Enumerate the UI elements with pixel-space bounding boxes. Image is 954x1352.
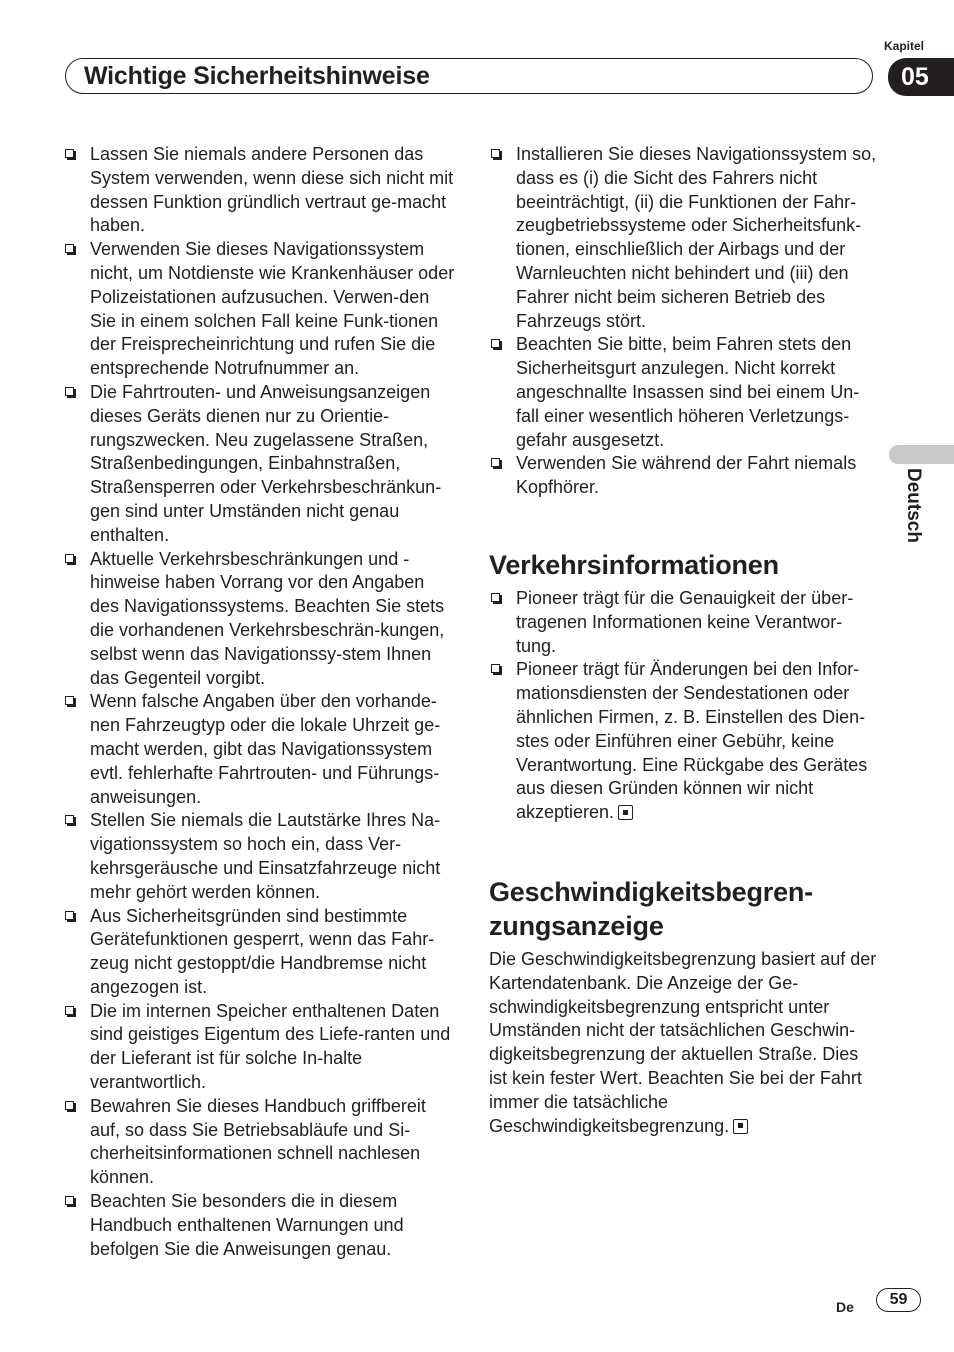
safety-list-continued [489,143,881,500]
kapitel-label: Kapitel [884,39,925,53]
list-item: Pioneer trägt für Änderungen bei den Infor-mationsdiensten der Sendestationen oder ähnlichen Firmen, z. B. Einstellen des Dien-stes oder Einführen einer Gebühr, keine Verantwortung. Eine Rückgabe des Gerätes aus diesen Gründen können wir nicht akzeptieren. [489,658,881,825]
checkbox-bullet-icon [491,593,500,602]
right-column [489,143,881,1138]
list-item: Stellen Sie niemals die Lautstärke Ihres Na-vigationssystem so hoch ein, dass Ver-kehrsgeräusche und Einsatzfahrzeuge nicht mehr gehört werden können. [63,809,455,904]
language-label: Deutsch [903,468,924,543]
checkbox-bullet-icon [65,1196,74,1205]
checkbox-bullet-icon [65,387,74,396]
safety-list [63,143,455,1261]
page-number: 59 [876,1288,921,1312]
checkbox-bullet-icon [65,815,74,824]
checkbox-bullet-icon [65,244,74,253]
list-item: Aus Sicherheitsgründen sind bestimmte Gerätefunktionen gesperrt, wenn das Fahr-zeug nicht gestoppt/die Handbremse nicht angezogen ist. [63,905,455,1000]
list-item: Beachten Sie bitte, beim Fahren stets den Sicherheitsgurt anzulegen. Nicht korrekt angeschnallte Insassen sind bei einem Un-fall einer wesentlich höheren Verletzungs-gefahr ausgesetzt. [489,333,881,452]
chapter-title: Wichtige Sicherheitshinweise [84,62,430,90]
footer-language-code: De [836,1299,854,1315]
list-item: Beachten Sie besonders die in diesem Handbuch enthaltenen Warnungen und befolgen Sie die Anweisungen genau. [63,1190,455,1261]
section-end-icon [733,1119,748,1134]
list-item: Bewahren Sie dieses Handbuch griffbereit auf, so dass Sie Betriebsabläufe und Si-cherheitsinformationen schnell nachlesen können. [63,1095,455,1190]
list-item: Lassen Sie niemals andere Personen das System verwenden, wenn diese sich nicht mit dessen Funktion gründlich vertraut ge-macht haben. [63,143,455,238]
list-item: Aktuelle Verkehrsbeschränkungen und -hinweise haben Vorrang vor den Angaben des Navigationssystems. Beachten Sie stets die vorhandenen Verkehrsbeschrän-kungen, selbst wenn das Navigationssy-stem Ihnen das Gegenteil vorgibt. [63,548,455,691]
list-item: Installieren Sie dieses Navigationssystem so, dass es (i) die Sicht des Fahrers nicht beeinträchtigt, (ii) die Funktionen der Fahr-zeugbetriebssysteme oder Sicherheitsfunk-tionen, einschließlich der Airbags und der Warnleuchten nicht behindert und (iii) den Fahrer nicht beim sicheren Betrieb des Fahrzeugs stört. [489,143,881,333]
chapter-number-badge: 05 [888,58,954,96]
checkbox-bullet-icon [491,149,500,158]
checkbox-bullet-icon [65,149,74,158]
list-item: Die Fahrtrouten- und Anweisungsanzeigen dieses Geräts dienen nur zu Orientie-rungszwecken. Neu zugelassene Straßen, Straßenbedingungen, Einbahnstraßen, Straßensperren oder Verkehrsbeschränkun-gen sind unter Umständen nicht genau enthalten. [63,381,455,548]
traffic-info-heading: Verkehrsinformationen [489,549,779,580]
checkbox-bullet-icon [65,554,74,563]
speed-limit-heading: Geschwindigkeitsbegren-zungsanzeige [489,876,813,941]
list-item: Verwenden Sie dieses Navigationssystem nicht, um Notdienste wie Krankenhäuser oder Polizeistationen aufzusuchen. Verwen-den Sie in einem solchen Fall keine Funk-tionen der Freisprecheinrichtung und rufen Sie die entsprechende Notrufnummer an. [63,238,455,381]
list-item: Wenn falsche Angaben über den vorhande-nen Fahrzeugtyp oder die lokale Uhrzeit ge-macht werden, gibt das Navigationssystem evtl. fehlerhafte Fahrtrouten- und Führungs-anweisungen. [63,690,455,809]
checkbox-bullet-icon [491,664,500,673]
checkbox-bullet-icon [65,696,74,705]
section-end-icon [618,805,633,820]
left-column [63,143,455,1261]
list-item: Die im internen Speicher enthaltenen Daten sind geistiges Eigentum des Liefe-ranten und der Lieferant ist für solche In-halte verantwortlich. [63,1000,455,1095]
traffic-info-list [489,587,881,825]
checkbox-bullet-icon [65,1006,74,1015]
list-item: Verwenden Sie während der Fahrt niemals Kopfhörer. [489,452,881,500]
checkbox-bullet-icon [65,911,74,920]
language-tab [889,445,954,464]
checkbox-bullet-icon [491,339,500,348]
checkbox-bullet-icon [491,458,500,467]
list-item: Pioneer trägt für die Genauigkeit der über-tragenen Informationen keine Verantwor-tung. [489,587,881,658]
speed-limit-paragraph: Die Geschwindigkeitsbegrenzung basiert auf der Kartendatenbank. Die Anzeige der Ge-schwindigkeitsbegrenzung entspricht unter Umständen nicht der tatsächlichen Geschwin-digkeitsbegrenzung der aktuellen Straße. Dies ist kein fester Wert. Beachten Sie bei der Fahrt immer die tatsächliche Geschwindigkeitsbegrenzung. [489,948,877,1136]
checkbox-bullet-icon [65,1101,74,1110]
